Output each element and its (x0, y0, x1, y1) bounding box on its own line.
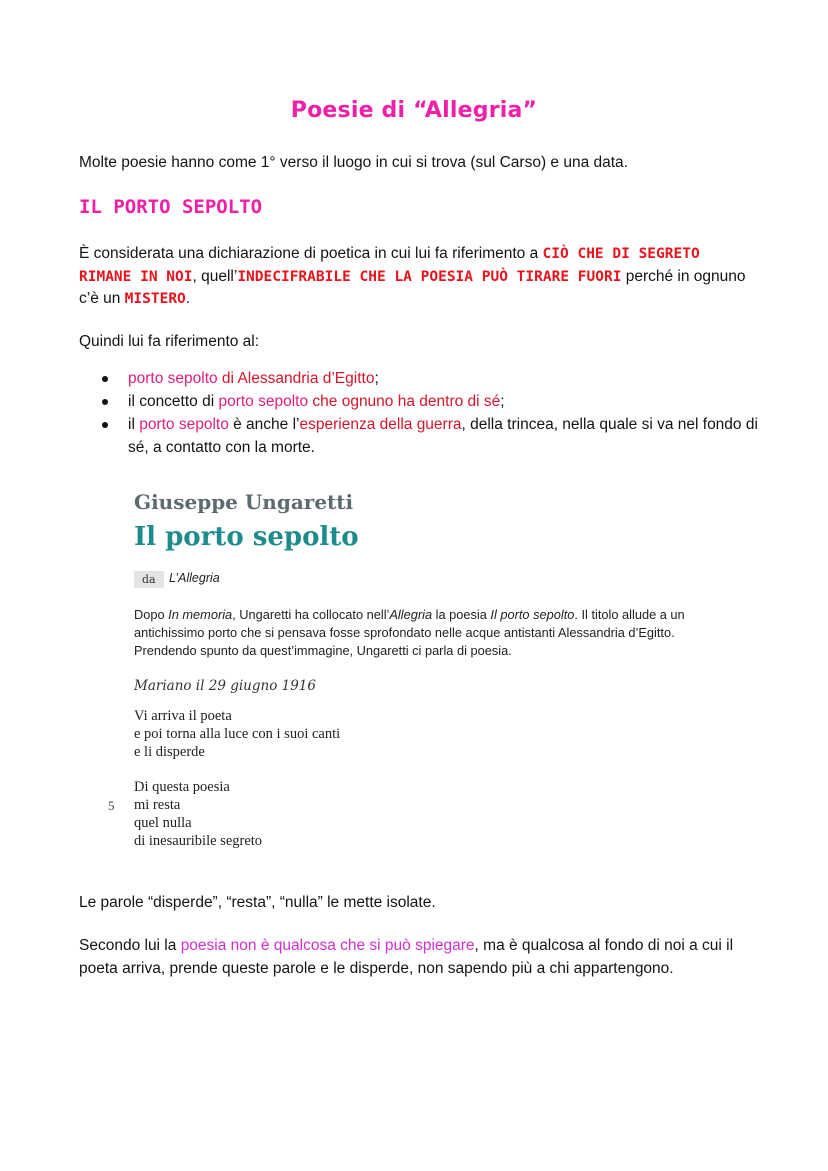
bullet-list (102, 367, 762, 459)
book-description (134, 606, 724, 660)
text-span: è anche l’ (228, 416, 300, 433)
poem-line: di inesauribile segreto (134, 833, 263, 849)
highlight-mystery: MISTERO (124, 291, 186, 307)
conclusion-paragraph (79, 935, 759, 980)
text-span: In memoria (168, 607, 233, 622)
list-intro: Quindi lui fa riferimento al: (79, 333, 260, 350)
source-title: L’Allegria (169, 571, 220, 585)
list-item (102, 390, 762, 413)
list-item (102, 367, 762, 390)
text-span: perché in ognuno c’è un (79, 267, 746, 307)
bullet-icon (102, 399, 108, 405)
bullet-icon (102, 422, 108, 428)
poem-line: e poi torna alla luce con i suoi canti (134, 726, 341, 742)
text-span: , Ungaretti ha collocato nell’ (232, 607, 390, 622)
poem-line: mi resta (134, 797, 181, 813)
highlight-poetry: poesia non è qualcosa che si può spiegare (180, 937, 475, 954)
highlight-indecipherable: INDECIFRABILE CHE LA POESIA PUÒ TIRARE FUORI (237, 268, 622, 285)
poem-line: Vi arriva il poeta (134, 708, 232, 724)
text-span: , della trincea, nella quale si va nel fondo di sé, a contatto con la morte. (128, 416, 758, 456)
text-span: il concetto di (128, 393, 219, 410)
isolated-words-paragraph: Le parole “disperde”, “resta”, “nulla” le mette isolate. (79, 894, 436, 911)
text-span: porto sepolto (139, 416, 229, 433)
text-span: . Il titolo allude a un antichissimo porto che si pensava fosse sprofondato nelle acque antistanti Alessandria d’Egitto. Prendendo spunto da quest’immagine, Ungaretti ci parla di poesia. (134, 607, 685, 658)
poem-line: Di questa poesia (134, 779, 230, 795)
page-title: Poesie di “Allegria” (290, 98, 538, 123)
text-span: la poesia (432, 607, 491, 622)
text-span: esperienza della guerra (299, 416, 462, 433)
poem-stanza-2 (134, 778, 262, 850)
book-poem-title: Il porto sepolto (134, 522, 359, 552)
text-span: , quell’ (192, 267, 238, 285)
list-item (102, 413, 762, 459)
source-badge: da (134, 571, 164, 588)
text-span: Il porto sepolto (490, 607, 575, 622)
poem-line: quel nulla (134, 815, 192, 831)
bullet-icon (102, 376, 108, 382)
line-number: 5 (108, 798, 115, 813)
text-span: di Alessandria d’Egitto (217, 370, 375, 387)
section-title: IL PORTO SEPOLTO (79, 196, 263, 218)
text-span: porto sepolto (128, 370, 218, 387)
text-span: Dopo (134, 607, 169, 622)
poem-date: Mariano il 29 giugno 1916 (134, 678, 316, 694)
intro-paragraph: Molte poesie hanno come 1° verso il luogo in cui si trova (sul Carso) e una data. (79, 154, 628, 171)
poetics-paragraph (79, 243, 759, 311)
poem-stanza-1 (134, 707, 340, 761)
text-span: il (128, 416, 140, 433)
poem-line: e li disperde (134, 744, 205, 760)
text-span: È considerata una dichiarazione di poetica in cui lui fa riferimento a (79, 245, 543, 262)
text-span: Allegria (389, 607, 433, 622)
text-span: Secondo lui la (79, 937, 181, 954)
text-span: , ma è qualcosa al fondo di noi a cui il poeta arriva, prende queste parole e le disperde, non sapendo più a chi appartengono. (79, 937, 734, 977)
text-span: che ognuno ha dentro di sé (308, 393, 501, 410)
text-span: . (185, 290, 191, 307)
text-span: porto sepolto (218, 393, 309, 410)
text-span: ; (374, 370, 379, 387)
book-author: Giuseppe Ungaretti (134, 490, 354, 514)
highlight-secret: CIÒ CHE DI SEGRETO RIMANE IN NOI (79, 246, 700, 285)
text-span: ; (500, 393, 505, 410)
